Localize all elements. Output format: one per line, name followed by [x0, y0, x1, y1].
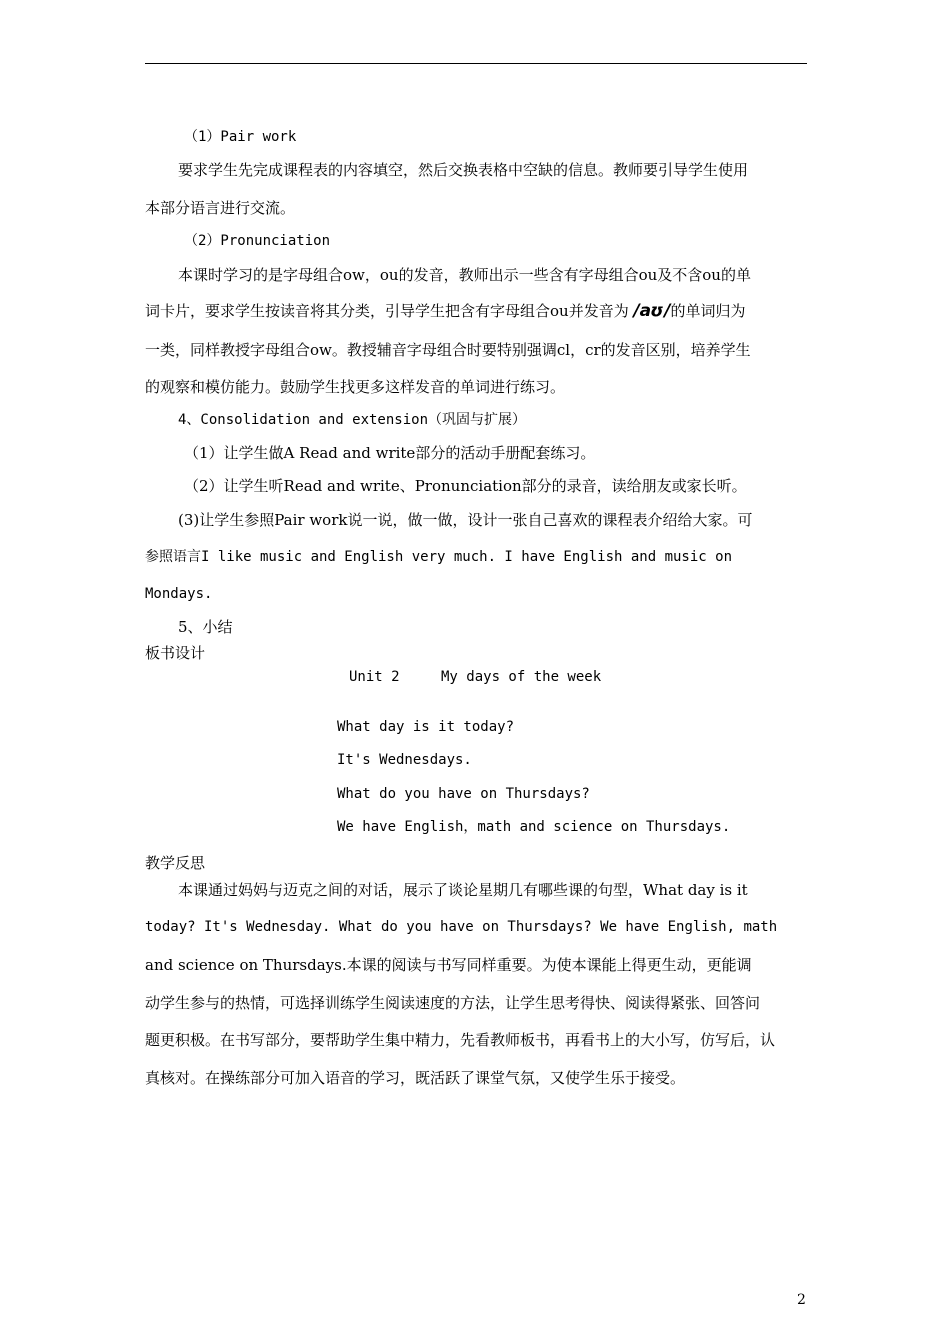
pair-work-text-2: 本部分语言进行交流。 — [145, 199, 296, 217]
pair-work-heading: （1）Pair work — [184, 129, 297, 145]
board-line-3: What do you have on Thursdays? — [337, 786, 590, 802]
header-rule — [145, 63, 807, 64]
consolidation-item-1: （1）让学生做A Read and write部分的活动手册配套练习。 — [184, 444, 596, 462]
reflection-line-4: 动学生参与的热情，可选择训练学生阅读速度的方法，让学生思考得快、阅读得紧张、回答问 — [145, 994, 761, 1012]
board-title: My days of the week — [441, 669, 602, 685]
reflection-line-2: today? It's Wednesday. What do you have on Thursdays? We have English, math — [145, 919, 778, 935]
pronunciation-line-2-before: 词卡片，要求学生按读音将其分类，引导学生把含有字母组合ou并发音为 — [145, 302, 634, 320]
pronunciation-line-1: 本课时学习的是字母组合ow，ou的发音，教师出示一些含有字母组合ou及不含ou的单 — [178, 266, 751, 284]
consolidation-item-3-line-3: Mondays. — [145, 586, 213, 602]
pronunciation-heading: （2）Pronunciation — [184, 233, 331, 249]
reflection-line-6: 真核对。在操练部分可加入语音的学习，既活跃了课堂气氛，又使学生乐于接受。 — [145, 1069, 686, 1087]
consolidation-heading: 4、Consolidation and extension（巩固与扩展） — [178, 412, 527, 428]
consolidation-item-3-line-2: 参照语言I like music and English very much. I have English and music on — [145, 549, 733, 565]
pronunciation-line-2-after: 的单词归为 — [670, 302, 746, 320]
summary-heading: 5、小结 — [178, 618, 233, 636]
board-design-heading: 板书设计 — [145, 644, 206, 662]
board-line-1: What day is it today? — [337, 719, 515, 735]
reflection-line-5: 题更积极。在书写部分，要帮助学生集中精力，先看教师板书，再看书上的大小写，仿写后，认 — [145, 1031, 776, 1049]
board-unit: Unit 2 — [349, 669, 400, 685]
consolidation-item-3-line-1: (3)让学生参照Pair work说一说，做一做，设计一张自己喜欢的课程表介绍给大家。可 — [178, 511, 753, 529]
consolidation-item-2: （2）让学生听Read and write、Pronunciation部分的录音，读给朋友或家长听。 — [184, 477, 747, 495]
pair-work-text-1: 要求学生先完成课程表的内容填空，然后交换表格中空缺的信息。教师要引导学生使用 — [178, 161, 749, 179]
reflection-heading: 教学反思 — [145, 854, 206, 872]
reflection-line-1: 本课通过妈妈与迈克之间的对话，展示了谈论星期几有哪些课的句型，What day is it — [178, 881, 748, 899]
pronunciation-line-3: 一类，同样教授字母组合ow。教授辅音字母组合时要特别强调cl，cr的发音区别，培养学生 — [145, 341, 751, 359]
board-line-2: It's Wednesdays. — [337, 752, 472, 768]
ipa-symbol: /aʊ/ — [633, 301, 671, 321]
pronunciation-line-2 — [145, 301, 745, 321]
reflection-line-3: and science on Thursdays.本课的阅读与书写同样重要。为使本课能上得更生动，更能调 — [145, 956, 752, 974]
page-number: 2 — [797, 1292, 806, 1308]
board-line-4: We have English，math and science on Thursdays. — [337, 819, 731, 835]
pronunciation-line-4: 的观察和模仿能力。鼓励学生找更多这样发音的单词进行练习。 — [145, 378, 566, 396]
